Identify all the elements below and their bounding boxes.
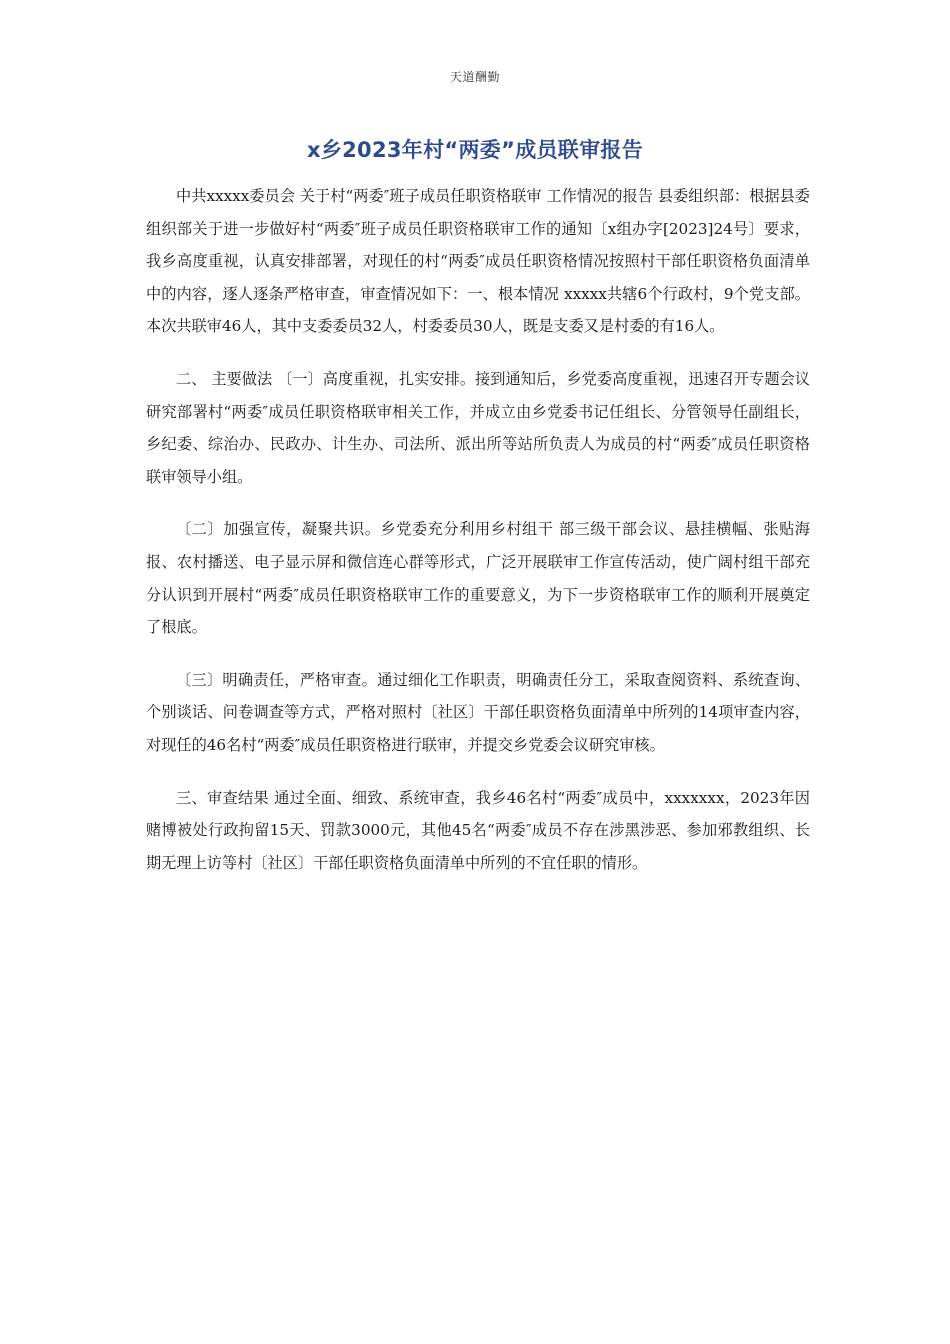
document-title: x乡2023年村“两委”成员联审报告 — [307, 138, 643, 162]
page-header: 天道酬勤 — [449, 70, 500, 84]
paragraph-publicity: 〔二〕加强宣传，凝聚共识。乡党委充分利用乡村组干 部三级干部会议、悬挂横幅、张贴海报、农村播送、电子显示屏和微信连心群等形式，广泛开展联审工作宣传活动，使广阔村组干部充分认识到开展村“两委″成员任职资格联审工作的重要意义，为下一步资格联审工作的顺利开展奠定了根底。 — [146, 520, 810, 637]
document-body — [146, 180, 810, 899]
paragraph-responsibility: 〔三〕明确责任，严格审查。通过细化工作职责，明确责任分工，采取查阅资料、系统查询、个别谈话、问卷调查等方式，严格对照村〔社区〕干部任职资格负面清单中所列的14项审查内容，对现任的46名村“两委″成员任职资格进行联审，并提交乡党委会议研究审核。 — [146, 670, 810, 754]
paragraph-intro: 中共xxxxx委员会 关于村“两委″班子成员任职资格联审 工作情况的报告 县委组织部：根据县委组织部关于进一步做好村“两委″班子成员任职资格联审工作的通知〔x组办字[2023]24号〕要求，我乡高度重视，认真安排部署，对现任的村“两委″成员任职资格情况按照村干部任职资格负面清单中的内容，逐人逐条严格审查，审查情况如下：一、根本情况 xxxxx共辖6个行政村，9个党支部。本次共联审46人，其中支委委员32人，村委委员30人，既是支委又是村委的有16人。 — [146, 187, 810, 336]
paragraph-main-practices: 二、 主要做法 〔一〕高度重视，扎实安排。接到通知后，乡党委高度重视，迅速召开专题会议研究部署村“两委″成员任职资格联审相关工作，并成立由乡党委书记任组长、分管领导任副组长，乡纪委、综治办、民政办、计生办、司法所、派出所等站所负责人为成员的村“两委″成员任职资格联审领导小组。 — [146, 369, 810, 486]
paragraph-results: 三、审查结果 通过全面、细致、系统审查，我乡46名村“两委″成员中，xxxxxxx，2023年因赌博被处行政拘留15天、罚款3000元，其他45名“两委″成员不存在涉黑涉恶、参加邪教组织、长期无理上访等村〔社区〕干部任职资格负面清单中所列的不宜任职的情形。 — [146, 788, 810, 872]
